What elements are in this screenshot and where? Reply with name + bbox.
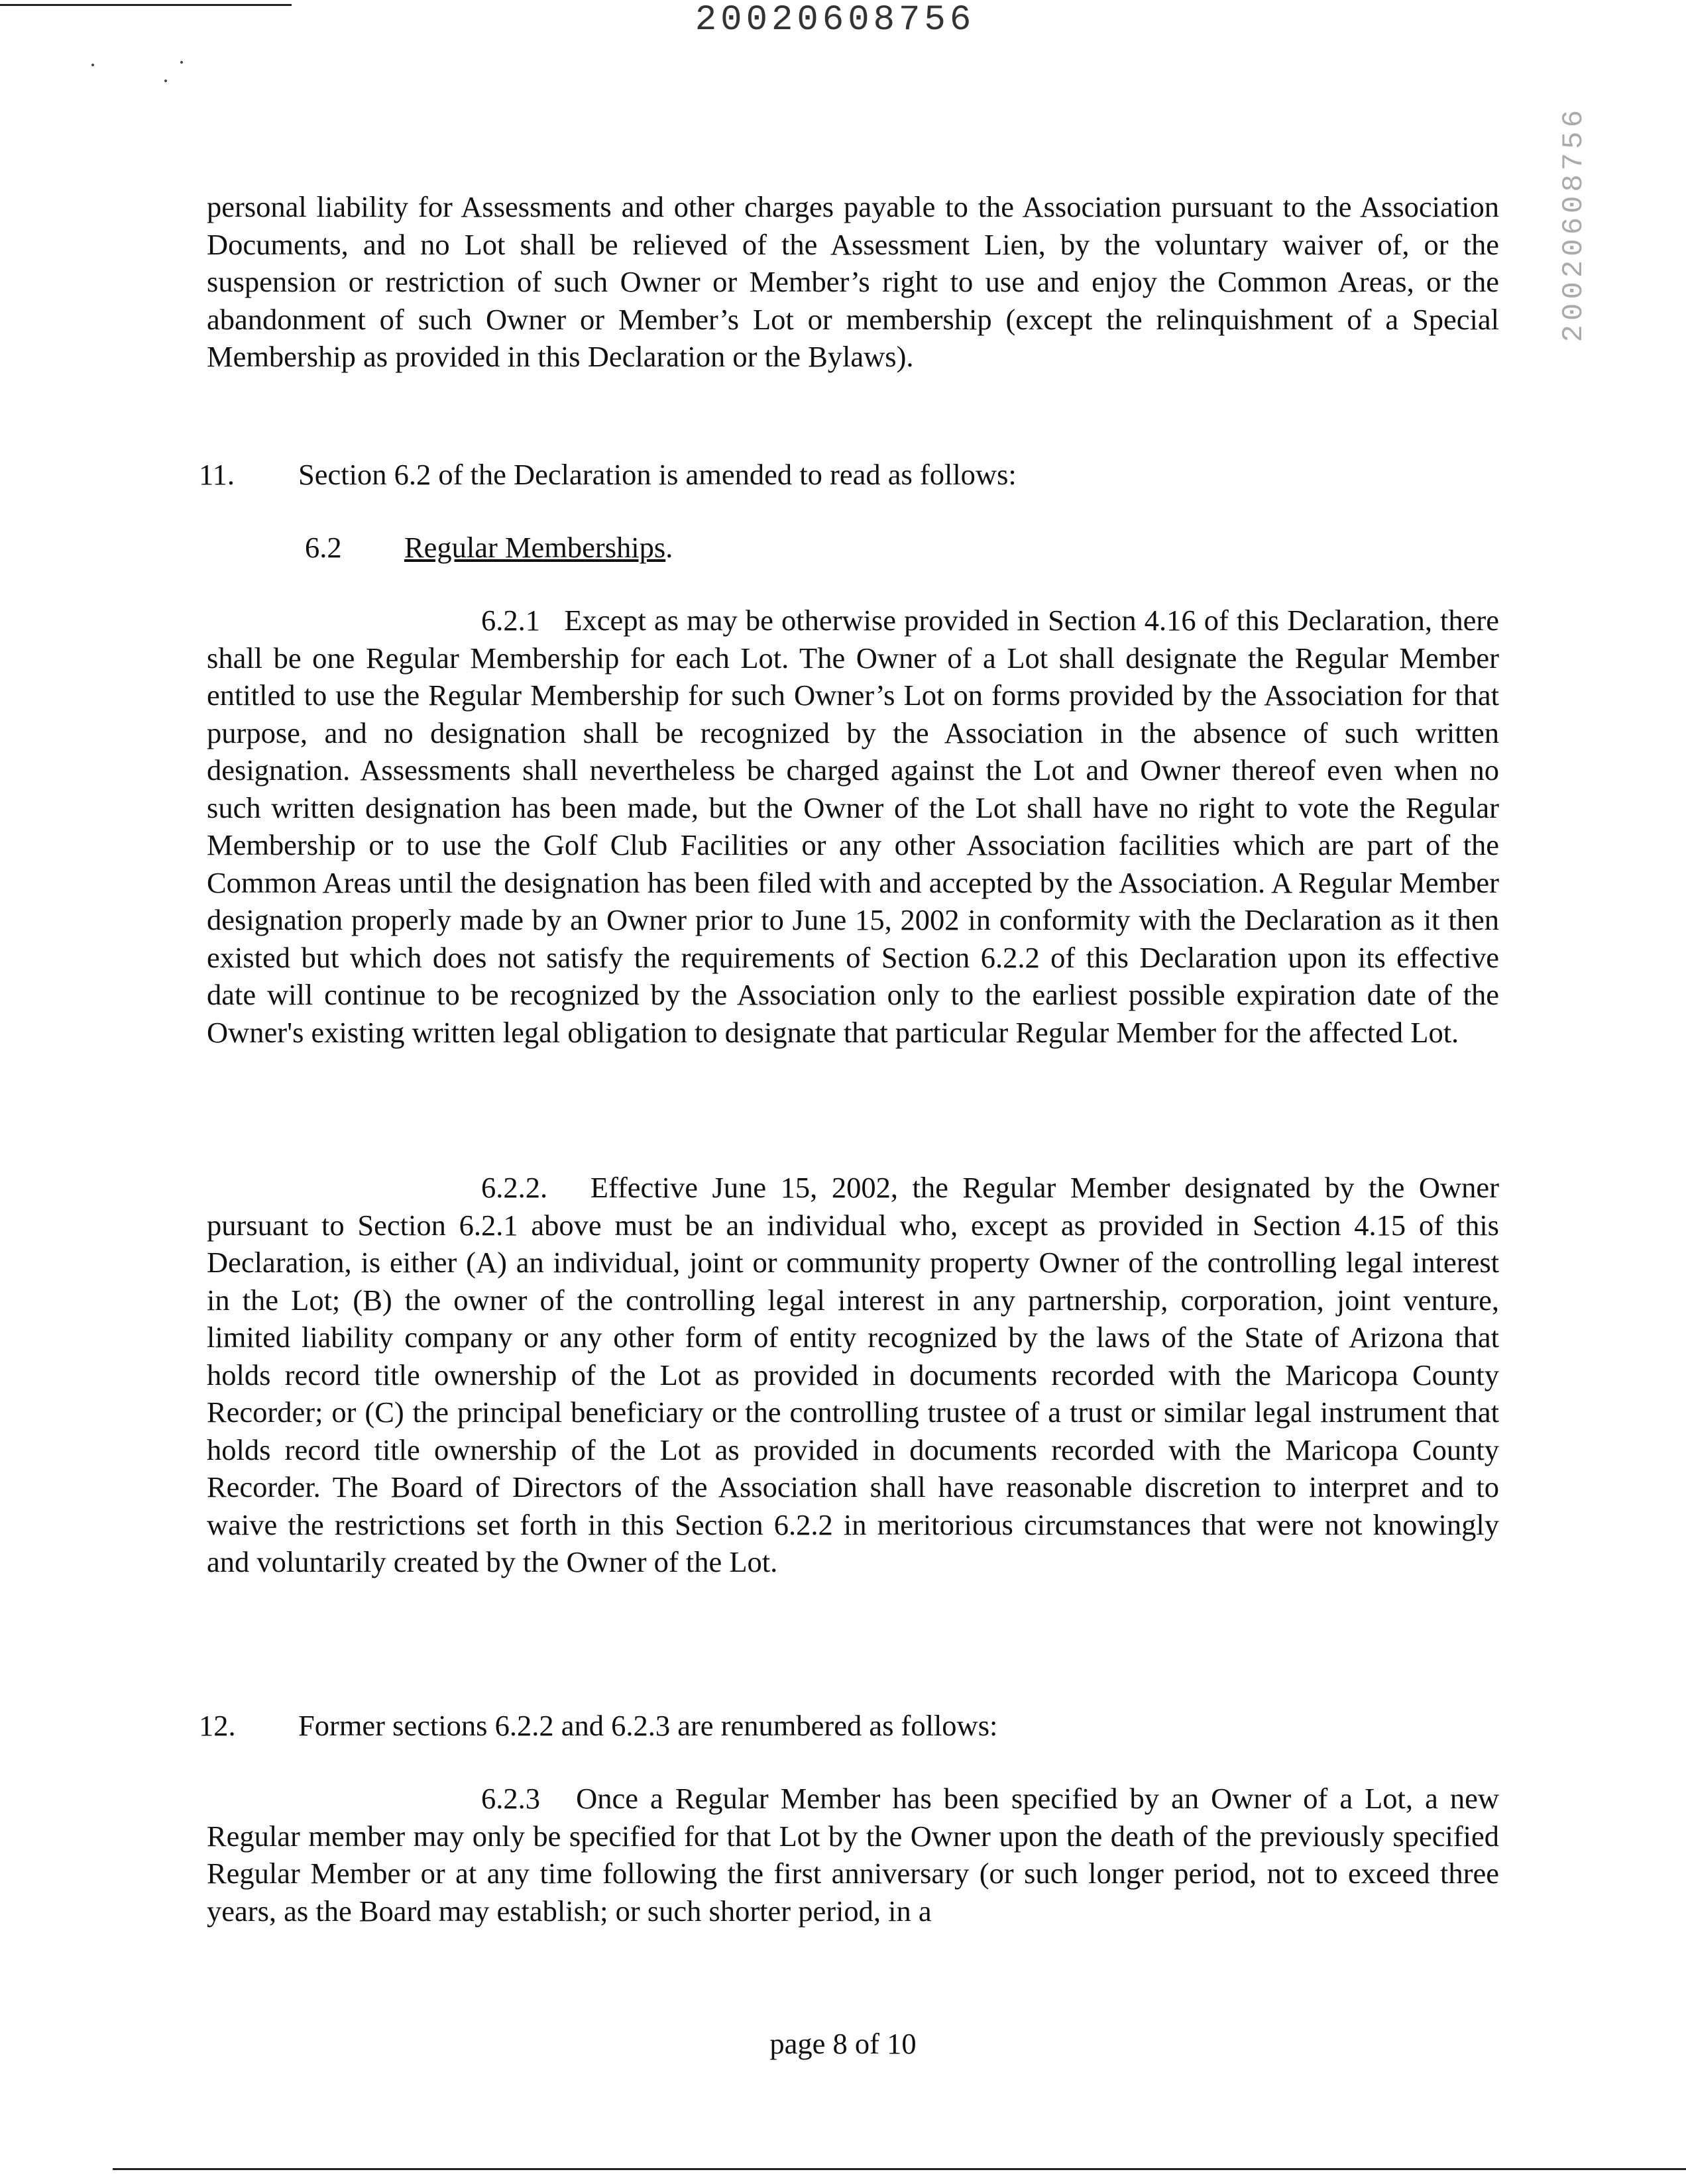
section-6-2-1-number: 6.2.1 xyxy=(481,604,540,637)
item-11-text: Section 6.2 of the Declaration is amended to read as follows: xyxy=(298,458,1017,491)
section-6-2-1-text: Except as may be otherwise provided in Section 4.16 of this Declaration, there shall be one Regular Membership for each Lot. The Owner of a Lot shall designate the Regular Member entitled to use the Regular Membership for such Owner’s Lot on forms provided by the Association for that purpose, and no designation shall be recognized by the Association in the absence of such written designation. Assessments shall nevertheless be charged against the Lot and Owner thereof even when no such written designation has been made, but the Owner of the Lot shall have no right to vote the Regular Membership or to use the Golf Club Facilities or any other Association facilities which are part of the Common Areas until the designation has been filed with and accepted by the Association. A Regular Member designation properly made by an Owner prior to June 15, 2002 in conformity with the Declaration as it then existed but which does not satisfy the requirements of Section 6.2.2 of this Declaration upon its effective date will continue to be recognized by the Association only to the earliest possible expiration date of the Owner's existing written legal obligation to designate that particular Regular Member for the affected Lot. xyxy=(207,604,1499,1049)
scan-speck xyxy=(91,64,94,66)
section-6-2-title: Regular Memberships xyxy=(404,531,666,564)
section-6-2-3-paragraph xyxy=(207,1780,1499,1930)
side-stamp: 20020608756 xyxy=(1557,106,1591,343)
section-6-2-2-number: 6.2.2. xyxy=(481,1171,548,1204)
section-6-2-title-suffix: . xyxy=(665,531,673,564)
section-6-2-2-text: Effective June 15, 2002, the Regular Member designated by the Owner pursuant to Section 6.2.1 above must be an individual who, except as provided in Section 4.15 of this Declaration, is either (A) an individual, joint or community property Owner of the controlling legal interest in the Lot; (B) the owner of the controlling legal interest in any partnership, corporation, joint venture, limited liability company or any other form of entity recognized by the laws of the State of Arizona that holds record title ownership of the Lot as provided in documents recorded with the Maricopa County Recorder; or (C) the principal beneficiary or the controlling trustee of a trust or similar legal instrument that holds record title ownership of the Lot as provided in documents recorded with the Maricopa County Recorder. The Board of Directors of the Association shall have reasonable discretion to interpret and to waive the restrictions set forth in this Section 6.2.2 in meritorious circumstances that were not knowingly and voluntarily created by the Owner of the Lot. xyxy=(207,1171,1500,1578)
continuation-paragraph: personal liability for Assessments and other charges payable to the Association pursuant to the Association Documents, and no Lot shall be relieved of the Assessment Lien, by the voluntary waiver of, or the suspension or restriction of such Owner or Member’s right to use and enjoy the Common Areas, or the abandonment of such Owner or Member’s Lot or membership (except the relinquishment of a Special Membership as provided in this Declaration or the Bylaws). xyxy=(207,190,1499,373)
item-12-number: 12. xyxy=(199,1709,236,1742)
item-12 xyxy=(199,1707,997,1744)
item-11 xyxy=(199,456,1017,493)
document-number: 20020608756 xyxy=(695,0,976,40)
section-6-2-2-paragraph xyxy=(207,1169,1499,1581)
scan-speck xyxy=(180,61,183,64)
section-6-2-3-number: 6.2.3 xyxy=(481,1782,540,1815)
item-12-text: Former sections 6.2.2 and 6.2.3 are renumbered as follows: xyxy=(298,1709,998,1742)
page-number: page 8 of 10 xyxy=(769,2027,917,2060)
section-6-2-3-text: Once a Regular Member has been specified by an Owner of a Lot, a new Regular member may only be specified for that Lot by the Owner upon the death of the previously specified Regular Member or at any time following the first anniversary (or such longer period, not to exceed three years, as the Board may establish; or such shorter period, in a xyxy=(207,1782,1500,1928)
item-11-number: 11. xyxy=(199,458,235,491)
top-rule xyxy=(0,4,292,6)
bottom-rule xyxy=(113,2168,1686,2170)
section-6-2-1-paragraph xyxy=(207,602,1499,1051)
section-6-2-number: 6.2 xyxy=(305,531,342,564)
section-6-2-heading xyxy=(305,529,673,566)
scan-speck xyxy=(164,80,167,82)
